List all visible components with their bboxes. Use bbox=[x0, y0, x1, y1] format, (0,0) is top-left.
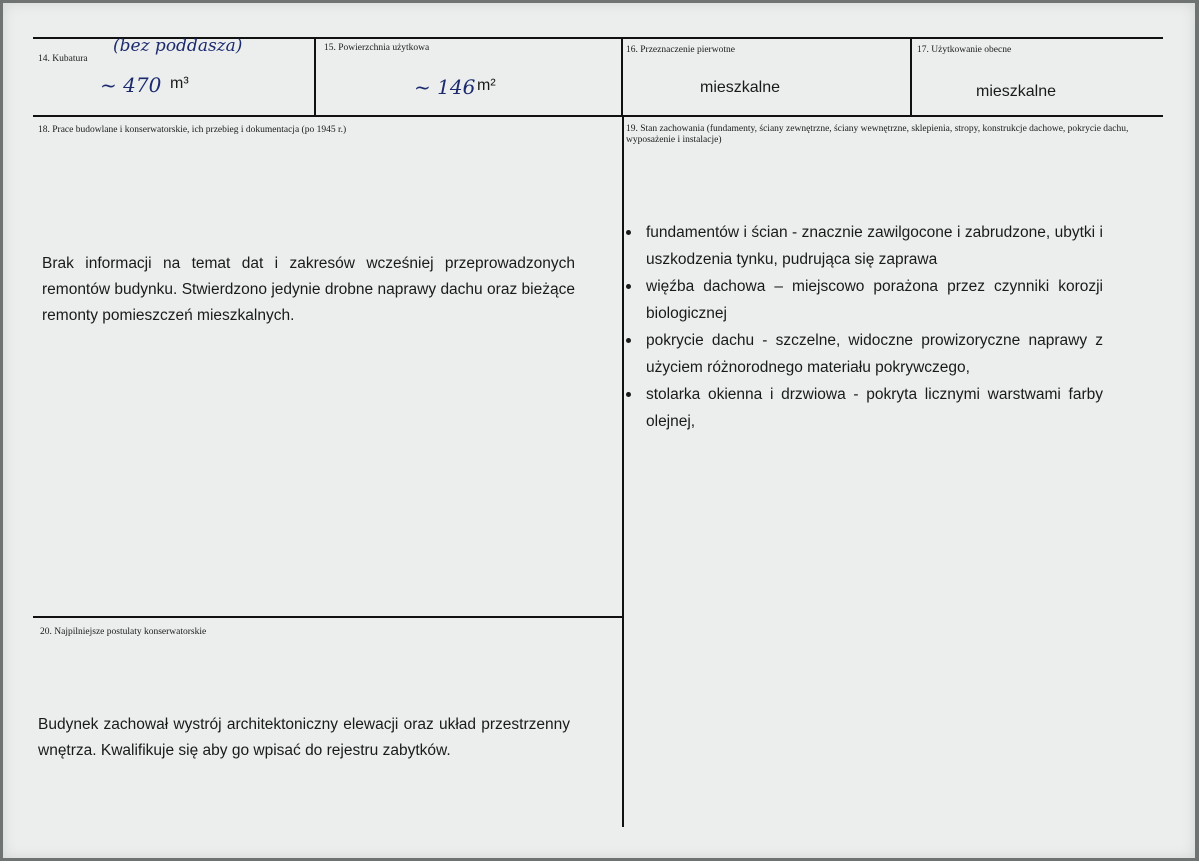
main-column-divider bbox=[622, 115, 624, 827]
prace-budowlane-text: Brak informacji na temat dat i zakresów wcześniej przeprowadzonych remontów budynku. Stwierdzono jedynie drobne naprawy dachu oraz bieżące remonty pomieszczeń mieszkalnych. bbox=[42, 255, 575, 324]
powierzchnia-label: 15. Powierzchnia użytkowa bbox=[324, 43, 430, 53]
kubatura-handwritten-note: (bez poddasza) bbox=[113, 36, 243, 56]
list-item bbox=[625, 219, 1103, 273]
list-item bbox=[625, 327, 1103, 381]
stan-zachowania-list bbox=[625, 219, 1103, 435]
list-item-text: więźba dachowa – miejscowo porażona przez czynniki korozji biologicznej bbox=[646, 278, 1103, 322]
uzytkowanie-value: mieszkalne bbox=[976, 83, 1057, 100]
bullet-icon bbox=[626, 230, 631, 235]
list-item bbox=[625, 381, 1103, 435]
divider-14-15 bbox=[314, 37, 316, 117]
bullet-icon bbox=[626, 284, 631, 289]
przeznaczenie-value: mieszkalne bbox=[700, 79, 781, 96]
list-item-text: fundamentów i ścian - znacznie zawilgocone i zabrudzone, ubytki i uszkodzenia tynku, pudrująca się zaprawa bbox=[646, 224, 1103, 268]
row1-bottom-line bbox=[33, 115, 1163, 117]
list-item-text: stolarka okienna i drzwiowa - pokryta licznymi warstwami farby olejnej, bbox=[646, 386, 1103, 430]
przeznaczenie-label: 16. Przeznaczenie pierwotne bbox=[626, 45, 735, 55]
uzytkowanie-label: 17. Użytkowanie obecne bbox=[917, 45, 1012, 55]
prace-budowlane-label: 18. Prace budowlane i konserwatorskie, ich przebieg i dokumentacja (po 1945 r.) bbox=[38, 125, 347, 135]
powierzchnia-unit: m² bbox=[477, 77, 496, 94]
kubatura-handwritten-value: ~ 470 bbox=[100, 73, 162, 97]
bullet-icon bbox=[626, 392, 631, 397]
divider-16-17 bbox=[910, 37, 912, 117]
divider-15-16 bbox=[621, 37, 623, 117]
list-item-text: pokrycie dachu - szczelne, widoczne prowizoryczne naprawy z użyciem różnorodnego materiału pokrywczego, bbox=[646, 332, 1103, 376]
record-card bbox=[3, 3, 1195, 858]
kubatura-label: 14. Kubatura bbox=[38, 54, 88, 64]
powierzchnia-handwritten-value: ~ 146 bbox=[414, 75, 476, 99]
bullet-icon bbox=[626, 338, 631, 343]
postulaty-text: Budynek zachował wystrój architektoniczny elewacji oraz układ przestrzenny wnętrza. Kwalifikuje się aby go wpisać do rejestru zabytków. bbox=[38, 716, 570, 759]
list-item bbox=[625, 273, 1103, 327]
kubatura-unit: m³ bbox=[170, 75, 189, 92]
section-18-20-divider bbox=[33, 616, 624, 618]
stan-zachowania-label: 19. Stan zachowania (fundamenty, ściany zewnętrzne, ściany wewnętrzne, sklepienia, stropy, konstrukcje dachowe, pokrycie dachu, wyposażenie i instalacje) bbox=[626, 124, 1129, 145]
postulaty-label: 20. Najpilniejsze postulaty konserwatorskie bbox=[40, 627, 207, 637]
